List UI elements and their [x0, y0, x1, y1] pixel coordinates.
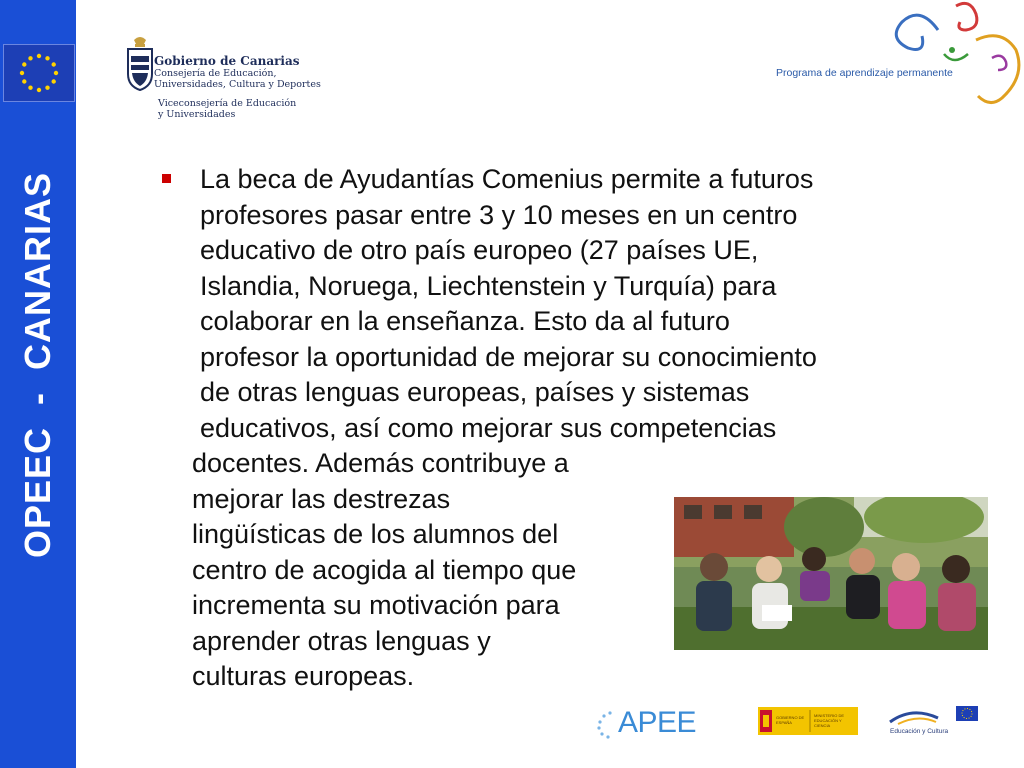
programa-text: Programa de aprendizaje permanente — [776, 67, 953, 79]
paragraph-line: centro de acogida al tiempo que — [192, 554, 577, 585]
paragraph-line: mejorar las destrezas — [192, 483, 451, 514]
eu-star-icon — [20, 71, 24, 75]
gov-vice-line-2: y Universidades — [158, 109, 236, 120]
gobierno-canarias-logo — [122, 34, 352, 124]
eu-star-icon — [52, 79, 56, 83]
students-photo — [674, 497, 988, 650]
gov-text — [154, 54, 321, 90]
ministerio-logo — [758, 707, 858, 735]
eu-star-icon — [37, 54, 41, 58]
eu-star-icon — [22, 79, 26, 83]
educacion-cultura-logo — [888, 704, 980, 738]
eu-star-icon — [45, 56, 49, 60]
paragraph-line: docentes. Además contribuye a — [192, 448, 569, 478]
eu-star-icon — [54, 71, 58, 75]
paragraph-line: lingüísticas de los alumnos del — [192, 519, 559, 549]
paragraph-line: colaborar en la enseñanza. Esto da al futuro — [200, 306, 730, 336]
eu-star-icon — [45, 86, 49, 90]
gov-name: Gobierno de Canarias — [154, 54, 300, 68]
gov-vice-line-1: Viceconsejería de Educación — [158, 98, 297, 109]
paragraph-line: incrementa su motivación para — [192, 590, 560, 620]
paragraph-line: educativo de otro país europeo (27 países UE, — [200, 235, 759, 265]
apee-text: APEE — [618, 706, 697, 739]
paragraph-line: culturas europeas. — [192, 661, 415, 691]
side-title: OPEEC - CANARIAS — [17, 171, 58, 559]
paragraph-line: educativos, así como mejorar sus competencias — [200, 412, 777, 443]
eu-star-icon — [22, 62, 26, 66]
educacion-cultura-text: Educación y Cultura — [890, 728, 949, 735]
paragraph-line: profesor la oportunidad de mejorar su conocimiento — [200, 341, 817, 372]
gov-vice — [158, 98, 296, 120]
programa-swirl-icon — [770, 0, 1024, 110]
educacion-cultura-icon — [888, 704, 980, 728]
paragraph-line: Islandia, Noruega, Liechtenstein y Turquía) para — [200, 270, 777, 301]
eu-star-icon — [52, 62, 56, 66]
eu-flag-icon — [3, 44, 75, 102]
paragraph-line: aprender otras lenguas y — [192, 625, 491, 656]
canarias-shield-icon — [124, 34, 156, 92]
paragraph-line: de otras lenguas europeas, países y sistemas — [200, 377, 750, 407]
gov-dept-line-2: Universidades, Cultura y Deportes — [154, 79, 321, 90]
programa-logo — [770, 0, 1024, 110]
eu-star-icon — [28, 86, 32, 90]
gov-dept-line-1: Consejería de Educación, — [154, 68, 277, 79]
eu-star-icon — [37, 88, 41, 92]
eu-star-icon — [28, 56, 32, 60]
gobierno-espana-text: GOBIERNO DE ESPAÑA — [776, 715, 805, 725]
ministerio-text: MINISTERIO DE EDUCACIÓN Y CIENCIA — [814, 713, 845, 728]
paragraph-line: profesores pasar entre 3 y 10 meses en un centro — [200, 199, 798, 230]
apee-stars-icon — [596, 710, 618, 740]
paragraph-line: La beca de Ayudantías Comenius permite a futuros — [200, 164, 814, 194]
bullet-square-icon — [162, 174, 171, 183]
side-band — [0, 0, 76, 768]
